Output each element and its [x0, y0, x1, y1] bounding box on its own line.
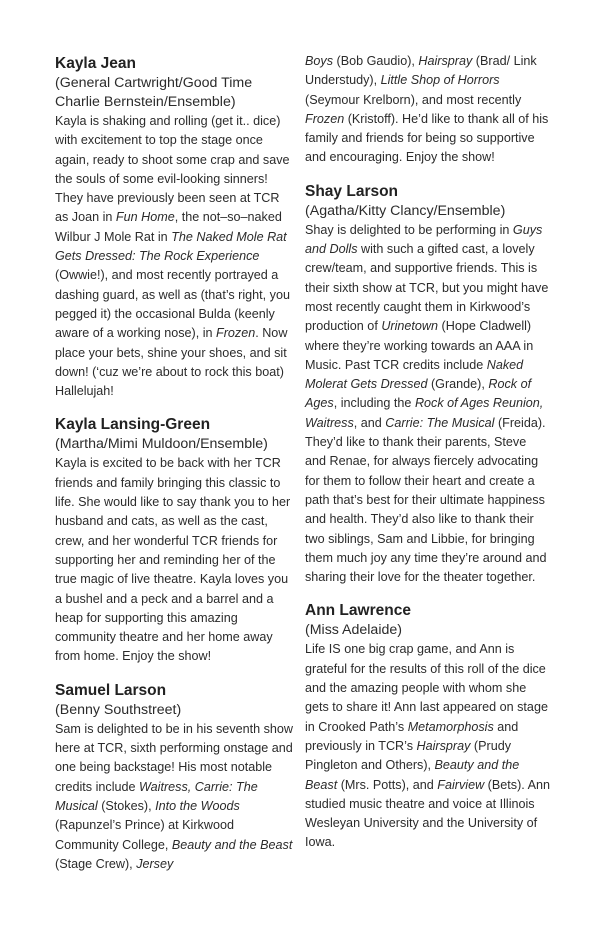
bio-kayla-lansing-green	[55, 415, 295, 666]
bio-samuel-larson	[55, 681, 295, 874]
cast-name: Samuel Larson	[55, 681, 167, 699]
cast-role: (Miss Adelaide)	[305, 622, 402, 639]
cast-bio-text: Boys (Bob Gaudio), Hairspray (Brad/ Link Understudy), Little Shop of Horrors (Seymour Krelborn), and most recently Frozen (Kristoff). He’d like to thank all of his family and friends for being so supportive and encouraging. Enjoy the show!	[305, 54, 549, 165]
cast-bio-text: Sam is delighted to be in his seventh show here at TCR, sixth performing onstage and one being backstage! His most notable credits include Waitress, Carrie: The Musical (Stokes), Into the Woods (Rapunzel’s Prince) at Kirkwood Community College, Beauty and the Beast (Stage Crew), Jersey	[55, 721, 294, 871]
cast-bio-text: Kayla is excited to be back with her TCR friends and family bringing this classic to life. She would like to say thank you to her husband and cats, as well as the cast, crew, and her wonderful TCR friends for supporting her and reminding her of the true magic of live theatre. Kayla loves you a bushel and a peck and a barrel and a heap for supporting this amazing community theatre and her home away from home. Enjoy the show!	[55, 456, 291, 664]
bio-shay-larson	[305, 182, 550, 588]
cast-name: Kayla Jean	[55, 55, 136, 72]
right-column	[305, 52, 550, 867]
cast-bio-text: Life IS one big crap game, and Ann is grateful for the results of this roll of the dice and the amazing people with whom she gets to share it! Ann last appeared on stage in Crooked Path’s Metamorphosis and previously in TCR’s Hairspray (Prudy Pingleton and Others), Beauty and the Beast (Mrs. Potts), and Fairview (Bets). Ann studied music theatre and voice at Illinois Wesleyan University and the University of Iowa.	[305, 642, 550, 850]
cast-role: (Agatha/Kitty Clancy/Ensemble)	[305, 202, 506, 219]
cast-bio-text: Shay is delighted to be performing in Guys and Dolls with such a gifted cast, a lovely crew/team, and supportive friends. This is their sixth show at TCR, but you might have most recently caught them in Kirkwood’s production of Urinetown (Hope Cladwell) where they’re working towards an AAA in Music. Past TCR credits include Naked Molerat Gets Dressed (Grande), Rock of Ages, including the Rock of Ages Reunion, Waitress, and Carrie: The Musical (Freida). They’d like to thank their parents, Steve and Renae, for always fiercely advocating for them to follow their heart and create a path that’s best for their ultimate happiness and health. They’d also like to thank their two siblings, Sam and Libbie, for bringing them much joy any time they’re around and sharing their love for the theater together.	[305, 222, 549, 585]
bio-kayla-jean	[55, 54, 295, 401]
cast-name: Kayla Lansing-Green	[55, 416, 211, 434]
bio-ann-lawrence	[305, 601, 550, 852]
cast-bio-text: Kayla is shaking and rolling (get it.. dice) with excitement to top the stage once again, ready to shoot some crap and save the souls of some evil-looking sinners! They have previously been seen at TCR as Joan in Fun Home, the not–so–naked Wilbur J Mole Rat in The Naked Mole Rat Gets Dressed: The Rock Experience (Owwie!), and most recently portrayed a dashing guard, as well as (that’s right, you pegged it) the occasional Bulda (keenly aware of a working nose), in Frozen. Now place your bets, shine your shoes, and sit down! (‘cuz we’re about to rock this boat) Hallelujah!	[55, 114, 290, 399]
cast-role: (General Cartwright/Good Time Charlie Bernstein/Ensemble)	[55, 75, 253, 110]
cast-name: Ann Lawrence	[305, 602, 411, 620]
cast-role: (Martha/Mimi Muldoon/Ensemble)	[55, 436, 268, 453]
cast-role: (Benny Southstreet)	[55, 701, 182, 718]
bio-samuel-larson-continued	[305, 52, 550, 168]
cast-name: Shay Larson	[305, 182, 399, 200]
left-column	[55, 54, 295, 888]
